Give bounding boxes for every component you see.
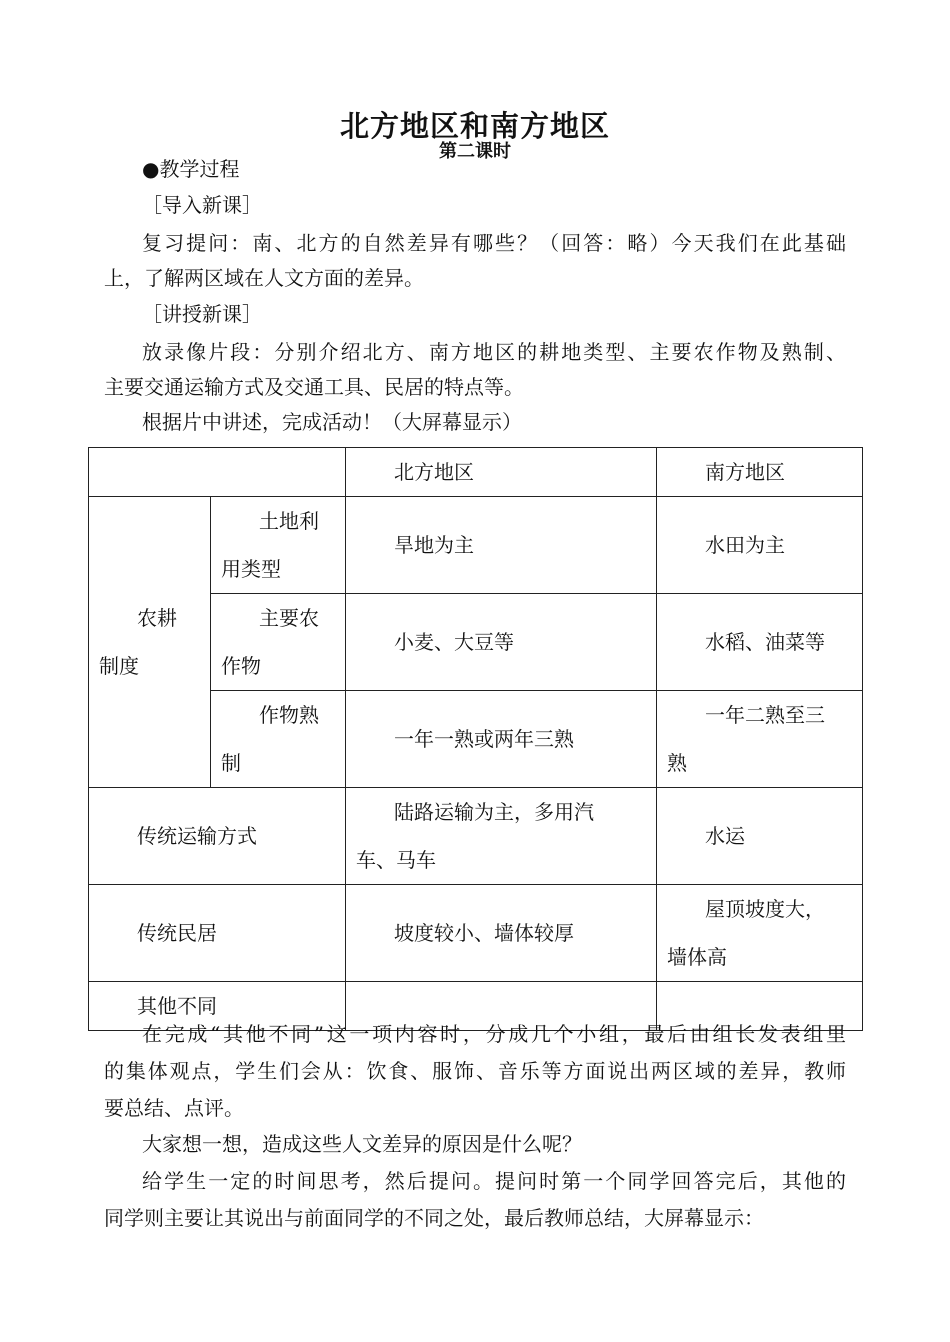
land-use-north: 旱地为主 [346, 497, 657, 594]
section-teaching-process: ●教学过程 [142, 157, 240, 181]
crop-cycle-north: 一年一熟或两年三熟 [346, 691, 657, 788]
housing-south: 屋顶坡度大， 墙体高 [657, 885, 863, 982]
section-teach-heading: ［讲授新课］ [142, 302, 262, 326]
table-row [89, 885, 863, 982]
housing-label: 传统民居 [89, 885, 346, 982]
final-paragraph-line-1: 给学生一定的时间思考，然后提问。提问时第一个同学回答完后，其他的 [142, 1169, 846, 1193]
farming-system-label: 农耕 制度 [89, 497, 211, 788]
crop-cycle-south: 一年二熟至三 熟 [657, 691, 863, 788]
other-differences-label: 其他不同 [89, 982, 346, 1031]
think-question: 大家想一想，造成这些人文差异的原因是什么呢？ [142, 1132, 582, 1156]
transport-south: 水运 [657, 788, 863, 885]
table-row [89, 788, 863, 885]
land-use-south: 水田为主 [657, 497, 863, 594]
land-use-label: 土地利 用类型 [211, 497, 346, 594]
intro-paragraph-line-2: 上，了解两区域在人文方面的差异。 [104, 266, 424, 290]
table-header-south: 南方地区 [657, 448, 863, 497]
table-row [89, 497, 863, 594]
main-crops-north: 小麦、大豆等 [346, 594, 657, 691]
table-header-north: 北方地区 [346, 448, 657, 497]
teach-paragraph-line-1: 放录像片段：分别介绍北方、南方地区的耕地类型、主要农作物及熟制、 [142, 340, 846, 364]
comparison-table [88, 447, 863, 1031]
teach-paragraph-line-2: 主要交通运输方式及交通工具、民居的特点等。 [104, 375, 524, 399]
teach-paragraph-line-3: 根据片中讲述，完成活动！（大屏幕显示） [142, 410, 522, 434]
table-header-row [89, 448, 863, 497]
final-paragraph-line-2: 同学则主要让其说出与前面同学的不同之处，最后教师总结，大屏幕显示： [104, 1206, 764, 1230]
main-crops-south: 水稻、油菜等 [657, 594, 863, 691]
page-subtitle: 第二课时 [439, 141, 511, 162]
after-table-line-2: 的集体观点，学生们会从：饮食、服饰、音乐等方面说出两区域的差异，教师 [104, 1059, 846, 1083]
page-title: 北方地区和南方地区 [339, 109, 610, 143]
housing-north: 坡度较小、墙体较厚 [346, 885, 657, 982]
transport-label: 传统运输方式 [89, 788, 346, 885]
main-crops-label: 主要农 作物 [211, 594, 346, 691]
crop-cycle-label: 作物熟 制 [211, 691, 346, 788]
table-header-empty [89, 448, 346, 497]
intro-paragraph-line-1: 复习提问：南、北方的自然差异有哪些？（回答：略）今天我们在此基础 [142, 231, 846, 255]
section-intro-heading: ［导入新课］ [142, 193, 262, 217]
after-table-line-3: 要总结、点评。 [104, 1096, 244, 1120]
transport-north: 陆路运输为主，多用汽 车、马车 [346, 788, 657, 885]
after-table-line-1: 在完成“其他不同”这一项内容时，分成几个小组，最后由组长发表组里 [142, 1022, 846, 1046]
